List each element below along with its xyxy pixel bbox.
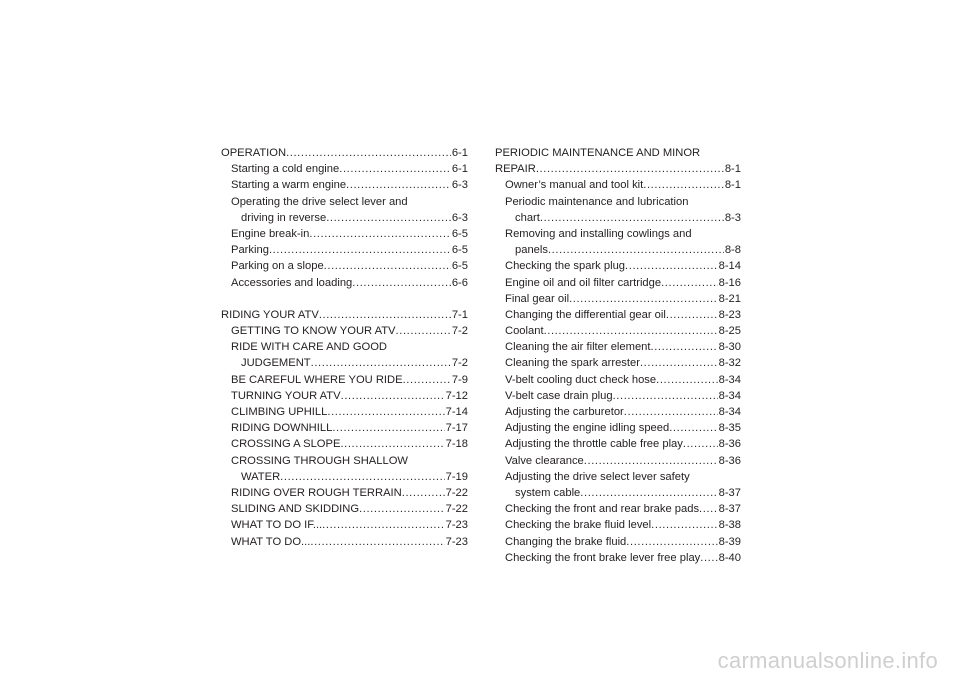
- toc-entry-title: Starting a cold engine: [231, 163, 340, 176]
- toc-entry-title: RIDE WITH CARE AND GOOD: [231, 341, 388, 354]
- toc-spacer: [221, 291, 468, 307]
- toc-entry[interactable]: [221, 339, 468, 355]
- toc-entry-title: Adjusting the throttle cable free play: [505, 438, 683, 451]
- toc-entry[interactable]: [221, 388, 468, 404]
- toc-entry[interactable]: [495, 501, 741, 517]
- toc-entry-title: SLIDING AND SKIDDING: [231, 503, 360, 516]
- watermark-text: carmanualsonline.info: [717, 648, 938, 673]
- toc-entry-title: V-belt case drain plug: [505, 389, 613, 402]
- toc-page-number: 8-39: [718, 535, 741, 548]
- toc-entry[interactable]: [495, 291, 741, 307]
- toc-entry[interactable]: [221, 453, 468, 469]
- toc-entry[interactable]: [495, 420, 741, 436]
- toc-entry[interactable]: [495, 550, 741, 566]
- toc-entry-title: Changing the differential gear oil: [505, 308, 666, 321]
- toc-leader-dots: [669, 420, 717, 436]
- toc-leader-dots: [327, 404, 444, 420]
- toc-page-number: 7-23: [445, 535, 468, 548]
- toc-leader-dots: [339, 161, 451, 177]
- toc-entry-title: Adjusting the drive select lever safety: [505, 470, 690, 483]
- toc-entry[interactable]: [495, 517, 741, 533]
- toc-leader-dots: [403, 372, 451, 388]
- toc-entry-title: RIDING DOWNHILL: [231, 422, 333, 435]
- toc-page-number: 6-1: [451, 163, 468, 176]
- toc-leader-dots: [625, 258, 718, 274]
- toc-page-number: 6-3: [451, 179, 468, 192]
- toc-page-number: 8-21: [718, 292, 741, 305]
- toc-entry-title: Engine oil and oil filter cartridge: [505, 276, 662, 289]
- toc-leader-dots: [700, 550, 717, 566]
- toc-leader-dots: [661, 275, 718, 291]
- toc-entry[interactable]: [221, 355, 468, 371]
- toc-entry[interactable]: [221, 275, 468, 291]
- toc-page-number: 8-40: [718, 551, 741, 564]
- toc-entry-title: Starting a warm engine: [231, 179, 347, 192]
- toc-leader-dots: [624, 404, 718, 420]
- toc-page-number: 8-8: [724, 244, 741, 257]
- toc-leader-dots: [613, 388, 718, 404]
- toc-entry[interactable]: [495, 275, 741, 291]
- toc-leader-dots: [280, 469, 444, 485]
- toc-page-number: 7-18: [445, 438, 468, 451]
- toc-leader-dots: [319, 307, 451, 323]
- toc-leader-dots: [651, 339, 718, 355]
- toc-leader-dots: [402, 485, 445, 501]
- toc-entry-title: PERIODIC MAINTENANCE AND MINOR: [495, 147, 701, 159]
- toc-page-number: 7-22: [445, 486, 468, 499]
- toc-entry-title: V-belt cooling duct check hose: [505, 373, 657, 386]
- toc-entry-title: Periodic maintenance and lubrication: [505, 195, 689, 208]
- toc-leader-dots: [626, 534, 717, 550]
- toc-entry[interactable]: [495, 404, 741, 420]
- toc-leader-dots: [544, 323, 718, 339]
- toc-entry[interactable]: [495, 485, 741, 501]
- toc-entry[interactable]: [221, 226, 468, 242]
- toc-entry-title: Adjusting the carburetor: [505, 406, 624, 418]
- toc-page-number: 8-14: [718, 260, 741, 273]
- toc-page-number: 7-2: [451, 357, 468, 370]
- toc-page-number: 8-23: [718, 308, 741, 321]
- toc-entry[interactable]: [495, 258, 741, 274]
- toc-entry-title: system cable: [515, 486, 581, 499]
- toc-entry-title: RIDING YOUR ATV: [221, 308, 319, 321]
- toc-page-number: 7-2: [451, 325, 468, 338]
- toc-entry[interactable]: [495, 242, 741, 258]
- toc-page-number: 7-19: [445, 470, 468, 483]
- toc-entry[interactable]: [221, 404, 468, 420]
- toc-entry-title: Checking the front and rear brake pads: [505, 503, 700, 516]
- toc-entry[interactable]: [221, 258, 468, 274]
- toc-page-number: 8-32: [718, 357, 741, 370]
- toc-leader-dots: [656, 372, 717, 388]
- toc-leader-dots: [640, 355, 718, 371]
- toc-entry[interactable]: [221, 177, 468, 193]
- toc-leader-dots: [309, 226, 450, 242]
- toc-leader-dots: [643, 177, 724, 193]
- toc-leader-dots: [340, 436, 444, 452]
- toc-entry[interactable]: [221, 501, 468, 517]
- toc-page-number: 8-1: [724, 179, 741, 192]
- toc-page-number: 7-12: [445, 389, 468, 402]
- toc-entry-title: Parking on a slope: [231, 260, 324, 273]
- toc-page-number: 8-34: [718, 406, 741, 418]
- toc-page-number: 8-1: [724, 163, 741, 176]
- toc-leader-dots: [683, 436, 718, 452]
- toc-entry[interactable]: [495, 534, 741, 550]
- toc-leader-dots: [341, 388, 445, 404]
- toc-leader-dots: [326, 210, 451, 226]
- toc-leader-dots: [346, 177, 451, 193]
- toc-entry-title: JUDGEMENT: [241, 357, 311, 370]
- toc-entry-title: BE CAREFUL WHERE YOU RIDE: [231, 373, 403, 386]
- toc-entry-title: panels: [515, 244, 548, 257]
- toc-left-column: [221, 145, 468, 550]
- toc-page-number: 7-23: [445, 519, 468, 532]
- toc-entry-title: driving in reverse: [241, 211, 327, 224]
- toc-leader-dots: [699, 501, 718, 517]
- toc-entry[interactable]: [221, 420, 468, 436]
- toc-leader-dots: [540, 210, 724, 226]
- toc-leader-dots: [310, 534, 444, 550]
- toc-entry-title: chart: [515, 211, 540, 224]
- toc-page-number: 6-5: [451, 244, 468, 257]
- toc-page-number: 8-3: [724, 211, 741, 224]
- toc-entry[interactable]: [221, 194, 468, 210]
- toc-entry[interactable]: [221, 469, 468, 485]
- toc-entry-title: RIDING OVER ROUGH TERRAIN: [231, 486, 402, 499]
- toc-page-number: 7-1: [451, 308, 468, 321]
- toc-entry-title: Cleaning the spark arrester: [505, 357, 640, 370]
- toc-entry-title: Valve clearance: [505, 454, 584, 467]
- toc-entry[interactable]: [495, 388, 741, 404]
- toc-leader-dots: [332, 420, 444, 436]
- toc-entry-title: TURNING YOUR ATV: [231, 389, 341, 402]
- toc-entry[interactable]: [221, 210, 468, 226]
- toc-leader-dots: [269, 242, 451, 258]
- toc-entry-title: OPERATION: [221, 147, 287, 159]
- toc-entry-title: REPAIR: [495, 163, 536, 176]
- toc-page-number: 7-22: [445, 503, 468, 516]
- toc-page-number: 6-5: [451, 260, 468, 273]
- toc-page-number: 8-35: [718, 422, 741, 435]
- toc-page-number: 8-37: [718, 486, 741, 499]
- toc-entry[interactable]: [495, 323, 741, 339]
- toc-entry[interactable]: [221, 485, 468, 501]
- toc-leader-dots: [666, 307, 718, 323]
- toc-page-number: 6-5: [451, 227, 468, 240]
- toc-entry-title: GETTING TO KNOW YOUR ATV: [231, 325, 396, 338]
- toc-page-number: 8-36: [718, 454, 741, 467]
- toc-entry-title: WHAT TO DO IF...: [231, 519, 323, 532]
- toc-entry[interactable]: [495, 145, 741, 161]
- toc-entry[interactable]: [221, 517, 468, 533]
- toc-page-number: 8-16: [718, 276, 741, 289]
- toc-right-column: [495, 145, 741, 566]
- toc-page-number: 7-14: [445, 406, 468, 418]
- toc-entry-title: Owner’s manual and tool kit: [505, 179, 644, 192]
- toc-entry-title: Coolant: [505, 325, 544, 338]
- toc-page-number: 7-9: [451, 373, 468, 386]
- toc-entry-title: Checking the brake fluid level: [505, 519, 652, 532]
- toc-page-number: 8-37: [718, 503, 741, 516]
- toc-entry-title: Checking the front brake lever free play: [505, 551, 701, 564]
- toc-leader-dots: [580, 485, 717, 501]
- toc-entry[interactable]: [495, 469, 741, 485]
- toc-entry[interactable]: [495, 339, 741, 355]
- toc-entry[interactable]: [495, 453, 741, 469]
- toc-page-number: 8-25: [718, 325, 741, 338]
- toc-entry-title: WHAT TO DO...: [231, 535, 311, 548]
- toc-leader-dots: [311, 355, 451, 371]
- toc-entry[interactable]: [221, 242, 468, 258]
- toc-entry[interactable]: [221, 372, 468, 388]
- toc-entry[interactable]: [495, 372, 741, 388]
- toc-entry[interactable]: [221, 307, 468, 323]
- toc-page-number: 8-34: [718, 389, 741, 402]
- toc-entry-title: Final gear oil: [505, 292, 570, 305]
- toc-entry-title: CLIMBING UPHILL: [231, 406, 328, 418]
- toc-entry-title: CROSSING A SLOPE: [231, 438, 341, 451]
- toc-page-number: 6-3: [451, 211, 468, 224]
- toc-leader-dots: [324, 258, 451, 274]
- toc-entry[interactable]: [495, 307, 741, 323]
- toc-entry-title: Cleaning the air filter element: [505, 341, 651, 354]
- toc-entry-title: Parking: [231, 244, 269, 257]
- toc-entry[interactable]: [495, 226, 741, 242]
- toc-entry-title: CROSSING THROUGH SHALLOW: [231, 454, 408, 467]
- toc-entry[interactable]: [221, 534, 468, 550]
- toc-leader-dots: [651, 517, 717, 533]
- toc-entry[interactable]: [495, 161, 741, 177]
- toc-leader-dots: [359, 501, 445, 517]
- toc-entry-title: WATER: [241, 470, 281, 483]
- toc-leader-dots: [322, 517, 444, 533]
- toc-page-number: 8-38: [718, 519, 741, 532]
- toc-leader-dots: [352, 275, 451, 291]
- toc-entry-title: Checking the spark plug: [505, 260, 626, 273]
- toc-entry-title: Removing and installing cowlings and: [505, 227, 692, 240]
- toc-page-number: 7-17: [445, 422, 468, 435]
- toc-entry[interactable]: [495, 177, 741, 193]
- toc-leader-dots: [584, 453, 718, 469]
- toc-leader-dots: [536, 161, 724, 177]
- toc-entry[interactable]: [221, 323, 468, 339]
- toc-leader-dots: [286, 145, 451, 161]
- toc-entry[interactable]: [495, 194, 741, 210]
- toc-entry-title: Adjusting the engine idling speed: [505, 422, 670, 435]
- toc-leader-dots: [396, 323, 451, 339]
- toc-entry[interactable]: [495, 436, 741, 452]
- toc-entry[interactable]: [221, 161, 468, 177]
- toc-leader-dots: [548, 242, 724, 258]
- toc-entry[interactable]: [221, 436, 468, 452]
- toc-leader-dots: [569, 291, 718, 307]
- toc-entry-title: Engine break-in: [231, 227, 310, 240]
- toc-entry[interactable]: [221, 145, 468, 161]
- toc-entry[interactable]: [495, 355, 741, 371]
- toc-page-number: 8-30: [718, 341, 741, 354]
- toc-entry-title: Operating the drive select lever and: [231, 195, 408, 208]
- toc-page-number: 6-1: [451, 147, 468, 159]
- toc-entry[interactable]: [495, 210, 741, 226]
- toc-page-number: 8-34: [718, 373, 741, 386]
- toc-page-number: 6-6: [451, 276, 468, 289]
- toc-entry-title: Accessories and loading: [231, 276, 353, 289]
- toc-page-number: 8-36: [718, 438, 741, 451]
- toc-entry-title: Changing the brake fluid: [505, 535, 627, 548]
